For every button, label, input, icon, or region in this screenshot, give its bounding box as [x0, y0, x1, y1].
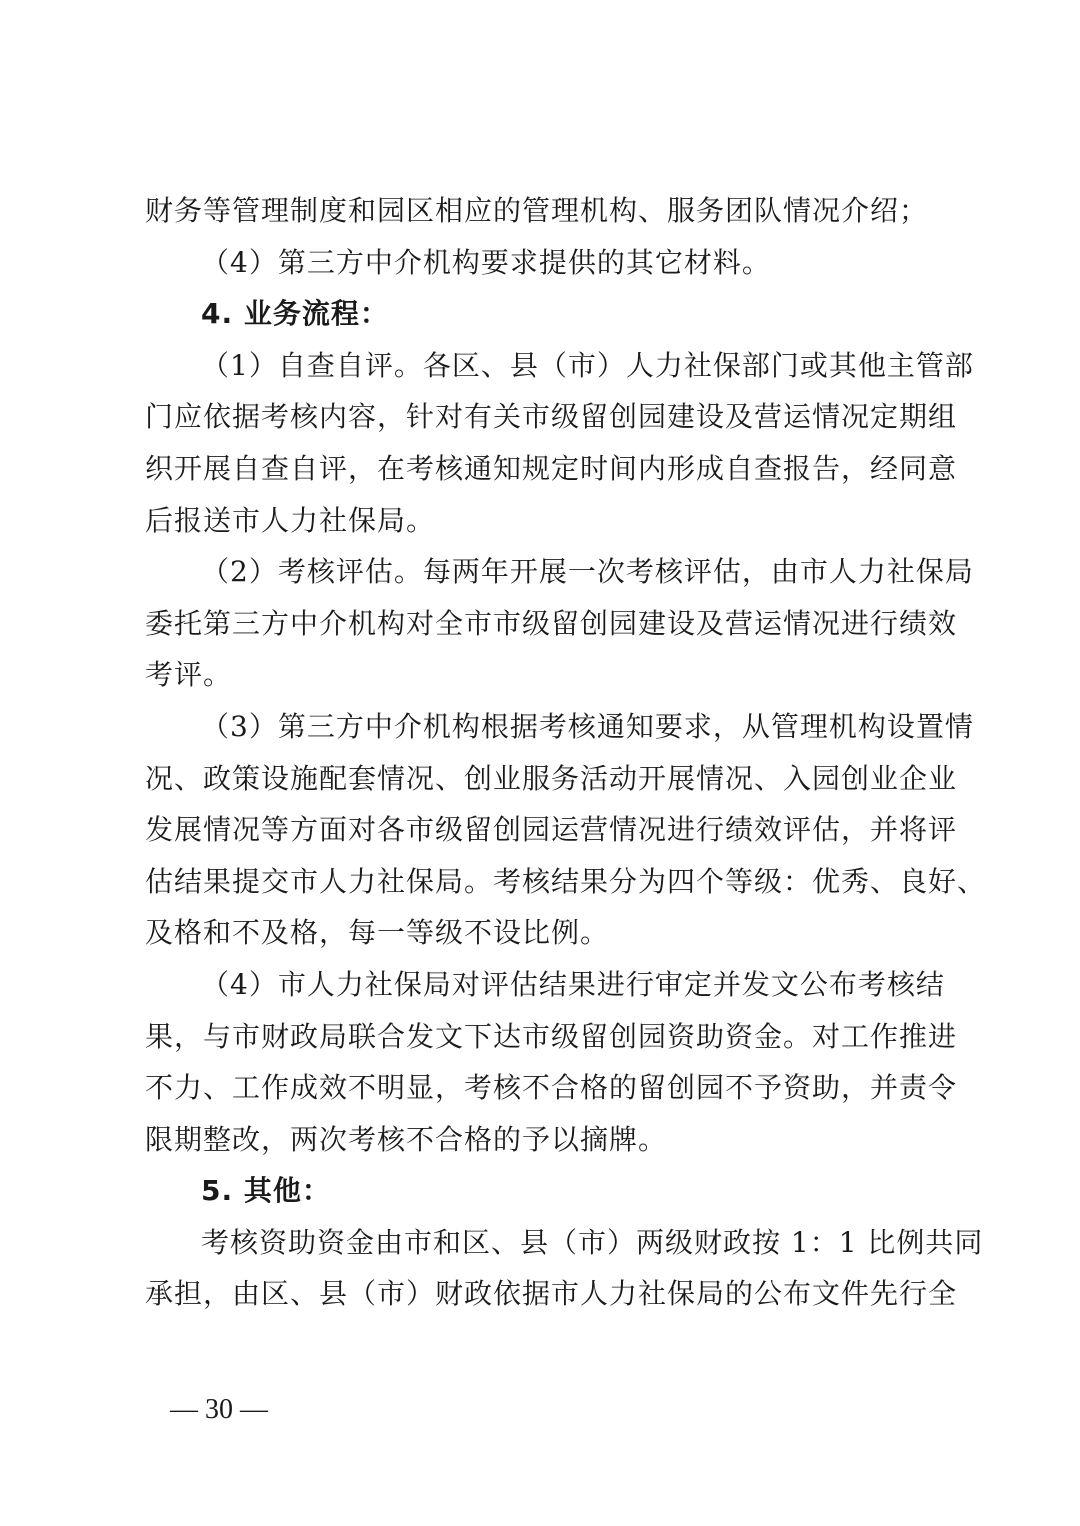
- text-line: 考核资助资金由市和区、县（市）两级财政按 1：1 比例共同: [201, 1225, 984, 1259]
- text-line: （1）自查自评。各区、县（市）人力社保部门或其他主管部: [201, 348, 974, 382]
- text-line: 及格和不及格，每一等级不设比例。: [145, 916, 610, 950]
- text-line: 果，与市财政局联合发文下达市级留创园资助资金。对工作推进: [145, 1019, 958, 1053]
- text-line: 发展情况等方面对各市级留创园运营情况进行绩效评估，并将评: [145, 813, 958, 847]
- text-line: 财务等管理制度和园区相应的管理机构、服务团队情况介绍；: [145, 194, 929, 227]
- text-line: 不力、工作成效不明显，考核不合格的留创园不予资助，并责令: [145, 1071, 958, 1105]
- text-line: （4）市人力社保局对评估结果进行审定并发文公布考核结: [201, 967, 945, 1001]
- text-line: （4）第三方中介机构要求提供的其它材料。: [201, 245, 771, 279]
- text-line: 委托第三方中介机构对全市市级留创园建设及营运情况进行绩效: [145, 606, 958, 640]
- text-line: 织开展自查自评，在考核通知规定时间内形成自查报告，经同意: [145, 451, 958, 485]
- text-line: 考评。: [145, 658, 233, 692]
- text-line: 承担，由区、县（市）财政依据市人力社保局的公布文件先行全: [145, 1277, 958, 1311]
- section-heading: 5. 其他：: [201, 1174, 331, 1208]
- text-line: （3）第三方中介机构根据考核通知要求，从管理机构设置情: [201, 709, 974, 743]
- text-line: 估结果提交市人力社保局。考核结果分为四个等级：优秀、良好、: [145, 864, 987, 898]
- text-line: 后报送市人力社保局。: [145, 503, 436, 537]
- text-line: 限期整改，两次考核不合格的予以摘牌。: [145, 1122, 668, 1156]
- text-line: 门应依据考核内容，针对有关市级留创园建设及营运情况定期组: [145, 400, 958, 434]
- text-line: 况、政策设施配套情况、创业服务活动开展情况、入园创业企业: [145, 761, 958, 795]
- section-heading: 4. 业务流程：: [201, 297, 389, 331]
- body-text: [145, 185, 987, 1320]
- text-line: （2）考核评估。每两年开展一次考核评估，由市人力社保局: [201, 555, 974, 589]
- page-number: — 30 —: [170, 1394, 268, 1425]
